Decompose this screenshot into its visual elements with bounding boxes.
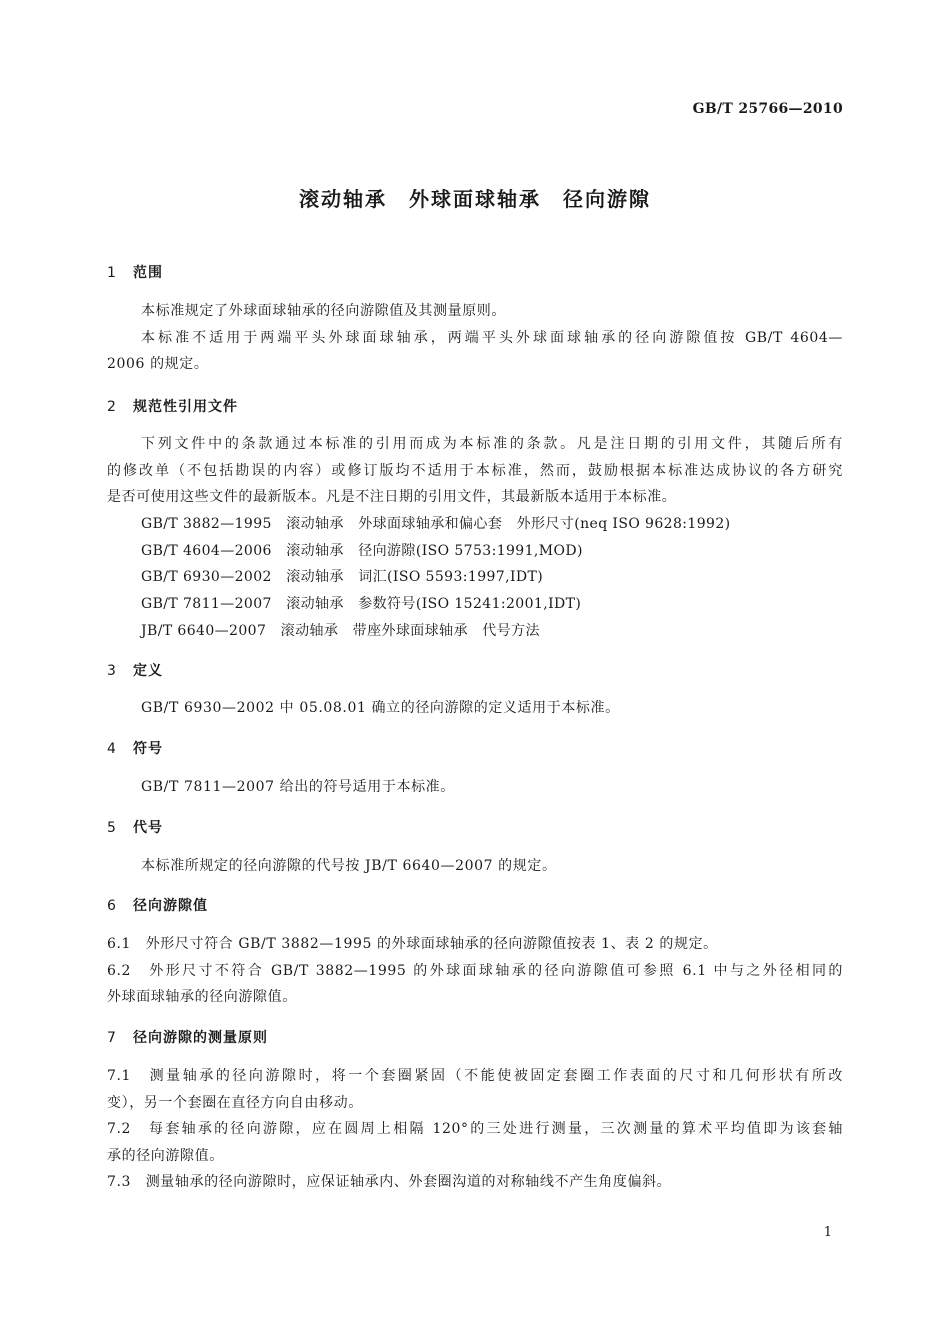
section-title: 符号 [133, 741, 163, 757]
section-number: 3 [107, 663, 117, 679]
section-number: 6 [107, 898, 117, 914]
section-heading-4 [107, 738, 163, 758]
section-title: 代号 [133, 820, 163, 836]
clause [107, 1171, 671, 1191]
paragraph-line: 承的径向游隙值。 [107, 1148, 224, 1164]
paragraph-line: 本标准不适用于两端平头外球面球轴承，两端平头外球面球轴承的径向游隙值按 GB/T 4604— [141, 330, 843, 346]
clause-text: 外形尺寸符合 GB/T 3882—1995 的外球面球轴承的径向游隙值按表 1、表 2 的规定。 [145, 936, 718, 952]
paragraph-line: 变），另一个套圈在直径方向自由移动。 [107, 1095, 363, 1111]
reference-item: GB/T 4604—2006 滚动轴承 径向游隙(ISO 5753:1991,MOD) [141, 543, 583, 559]
paragraph: GB/T 7811—2007 给出的符号适用于本标准。 [141, 779, 455, 795]
paragraph-line: 是否可使用这些文件的最新版本。凡是不注日期的引用文件，其最新版本适用于本标准。 [107, 489, 677, 505]
clause [107, 1118, 843, 1138]
standard-code: GB/T 25766—2010 [692, 101, 843, 117]
clause [107, 933, 718, 953]
clause [107, 960, 843, 980]
section-heading-2 [107, 396, 238, 416]
page-number: 1 [823, 1225, 832, 1240]
section-number: 5 [107, 820, 117, 836]
section-heading-7 [107, 1027, 268, 1047]
paragraph: 本标准所规定的径向游隙的代号按 JB/T 6640—2007 的规定。 [141, 858, 557, 874]
section-heading-6 [107, 895, 208, 915]
section-number: 1 [107, 265, 117, 281]
reference-item: GB/T 6930—2002 滚动轴承 词汇(ISO 5593:1997,IDT) [141, 569, 544, 585]
section-number: 4 [107, 741, 117, 757]
paragraph: 本标准规定了外球面球轴承的径向游隙值及其测量原则。 [141, 303, 506, 319]
page-title: 滚动轴承 外球面球轴承 径向游隙 [299, 187, 651, 211]
section-heading-1 [107, 262, 163, 282]
section-number: 2 [107, 399, 117, 415]
section-title: 规范性引用文件 [133, 399, 238, 415]
section-heading-3 [107, 660, 163, 680]
section-title: 径向游隙值 [133, 898, 208, 914]
paragraph: GB/T 6930—2002 中 05.08.01 确立的径向游隙的定义适用于本标准。 [141, 700, 620, 716]
clause-text: 测量轴承的径向游隙时，应保证轴承内、外套圈沟道的对称轴线不产生角度偏斜。 [145, 1174, 672, 1190]
paragraph-line: 的修改单（不包括勘误的内容）或修订版均不适用于本标准，然而，鼓励根据本标准达成协议的各方研究 [107, 463, 843, 479]
reference-item: GB/T 3882—1995 滚动轴承 外球面球轴承和偏心套 外形尺寸(neq ISO 9628:1992) [141, 516, 731, 532]
clause-number: 6.2 [107, 963, 132, 979]
section-title: 定义 [133, 663, 163, 679]
section-title: 径向游隙的测量原则 [133, 1030, 268, 1046]
clause-number: 7.3 [107, 1174, 132, 1190]
section-number: 7 [107, 1030, 117, 1046]
clause-number: 6.1 [107, 936, 132, 952]
section-heading-5 [107, 817, 163, 837]
clause [107, 1065, 843, 1085]
paragraph-line: 外球面球轴承的径向游隙值。 [107, 989, 297, 1005]
clause-number: 7.1 [107, 1068, 132, 1084]
paragraph-line: 下列文件中的条款通过本标准的引用而成为本标准的条款。凡是注日期的引用文件，其随后所有 [141, 436, 843, 452]
paragraph-line: 2006 的规定。 [107, 356, 209, 372]
section-title: 范围 [133, 265, 163, 281]
clause-text: 外形尺寸不符合 GB/T 3882—1995 的外球面球轴承的径向游隙值可参照 6.1 中与之外径相同的 [149, 963, 843, 979]
reference-item: JB/T 6640—2007 滚动轴承 带座外球面球轴承 代号方法 [141, 623, 540, 639]
reference-item: GB/T 7811—2007 滚动轴承 参数符号(ISO 15241:2001,IDT) [141, 596, 582, 612]
clause-text: 测量轴承的径向游隙时，将一个套圈紧固（不能使被固定套圈工作表面的尺寸和几何形状有所改 [149, 1068, 843, 1084]
clause-number: 7.2 [107, 1121, 132, 1137]
clause-text: 每套轴承的径向游隙，应在圆周上相隔 120°的三处进行测量，三次测量的算术平均值即为该套轴 [149, 1121, 844, 1137]
